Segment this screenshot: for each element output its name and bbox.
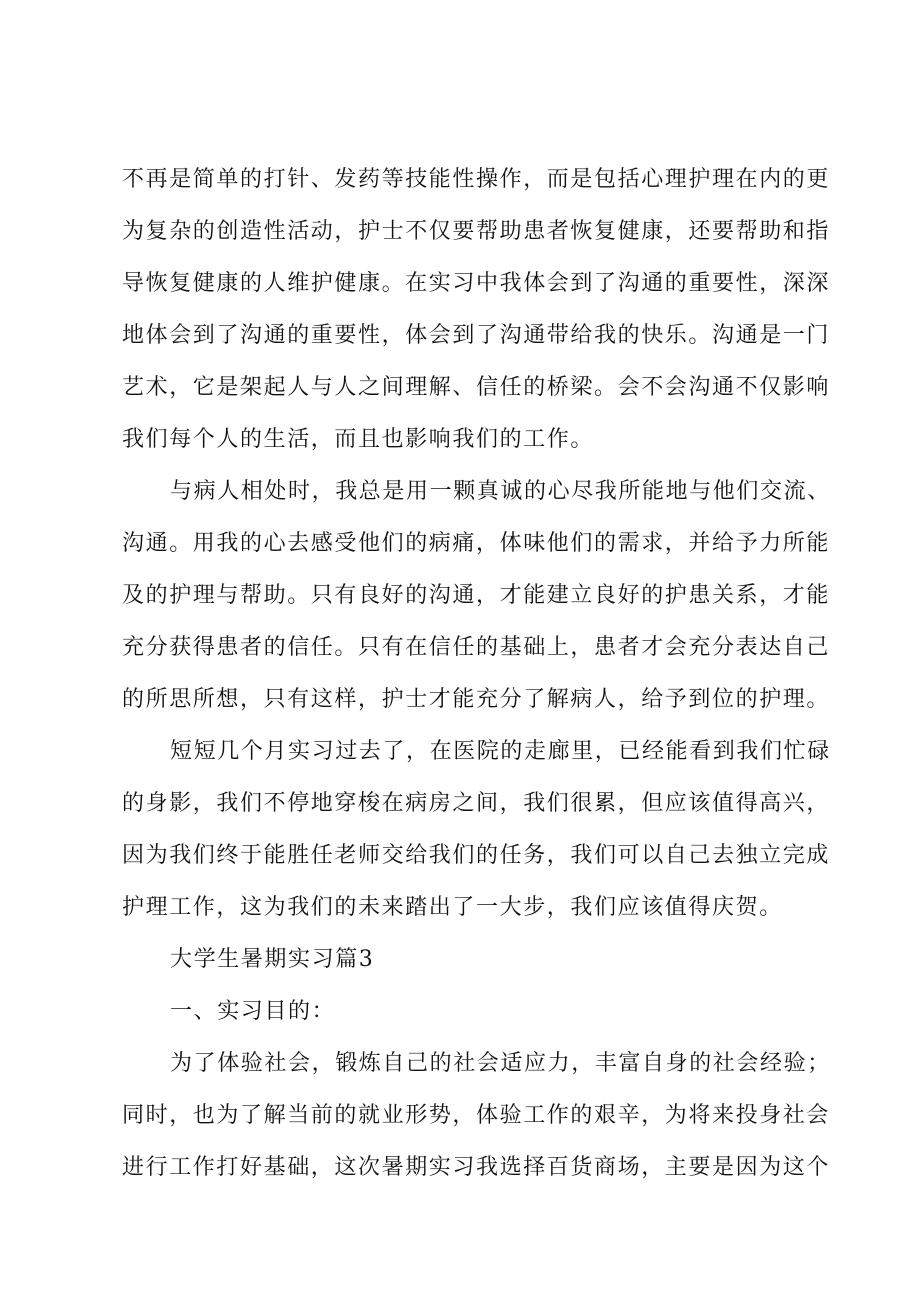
paragraph-2-line-5: 的所思所想，只有这样，护士才能充分了解病人，给予到位的护理。: [122, 687, 831, 712]
final-paragraph-line-1: 为了体验社会，锻炼自己的社会适应力，丰富自身的社会经验；: [170, 1051, 831, 1076]
paragraph-3-line-4: 护理工作，这为我们的未来踏出了一大步，我们应该值得庆贺。: [122, 895, 783, 920]
final-paragraph-line-3: 进行工作打好基础，这次暑期实习我选择百货商场，主要是因为这个: [122, 1155, 831, 1180]
paragraph-2-line-2: 沟通。用我的心去感受他们的病痛，体味他们的需求，并给予力所能: [122, 531, 831, 556]
paragraph-3-line-2: 的身影，我们不停地穿梭在病房之间，我们很累，但应该值得高兴，: [122, 791, 831, 816]
paragraph-2-line-1: 与病人相处时，我总是用一颗真诚的心尽我所能地与他们交流、: [170, 479, 831, 504]
paragraph-1-line-6: 我们每个人的生活，而且也影响我们的工作。: [122, 427, 595, 452]
paragraph-2-line-4: 充分获得患者的信任。只有在信任的基础上，患者才会充分表达自己: [122, 635, 831, 660]
final-paragraph-line-2: 同时，也为了解当前的就业形势，体验工作的艰辛，为将来投身社会: [122, 1103, 831, 1128]
paragraph-1-line-1: 不再是简单的打针、发药等技能性操作，而是包括心理护理在内的更: [122, 167, 831, 192]
paragraph-3-line-3: 因为我们终于能胜任老师交给我们的任务，我们可以自己去独立完成: [122, 843, 831, 868]
paragraph-3-line-1: 短短几个月实习过去了，在医院的走廊里，已经能看到我们忙碌: [170, 739, 831, 764]
paragraph-1-line-2: 为复杂的创造性活动，护士不仅要帮助患者恢复健康，还要帮助和指: [122, 219, 831, 244]
paragraph-2-line-3: 及的护理与帮助。只有良好的沟通，才能建立良好的护患关系，才能: [122, 583, 831, 608]
paragraph-1-line-5: 艺术，它是架起人与人之间理解、信任的桥梁。会不会沟通不仅影响: [122, 375, 831, 400]
paragraph-1-line-4: 地体会到了沟通的重要性，体会到了沟通带给我的快乐。沟通是一门: [122, 323, 831, 348]
paragraph-1-line-3: 导恢复健康的人维护健康。在实习中我体会到了沟通的重要性，深深: [122, 271, 831, 296]
subheading: 一、实习目的：: [170, 999, 336, 1024]
section-title: 大学生暑期实习篇3: [170, 947, 375, 972]
